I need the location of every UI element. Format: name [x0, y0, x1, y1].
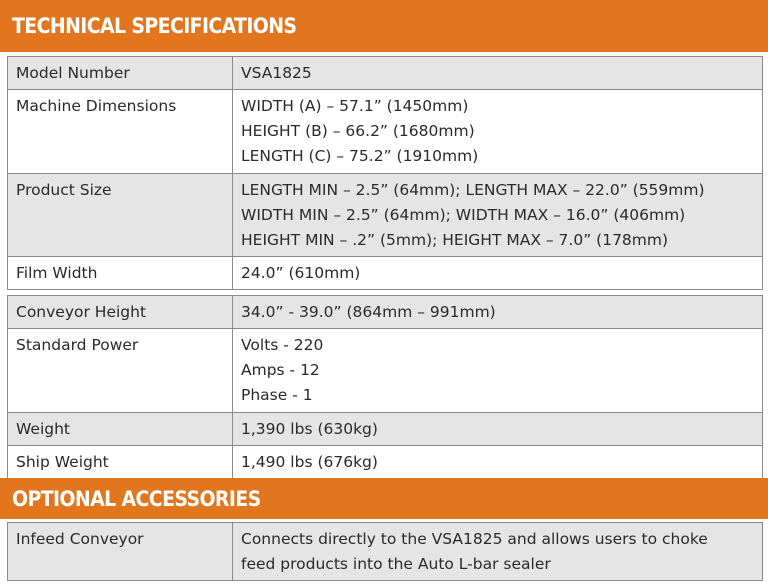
- accessory-description: [233, 523, 763, 581]
- spec-value: [233, 296, 763, 329]
- spec-value-line: Amps - 12: [241, 361, 320, 379]
- spec-value: [233, 257, 763, 290]
- optional-accessories-header: [0, 478, 768, 519]
- table-row: [8, 57, 763, 90]
- spec-value-line: LENGTH (C) – 75.2” (1910mm): [241, 147, 479, 165]
- spec-label: Standard Power: [8, 329, 233, 413]
- spec-label: Ship Weight: [8, 446, 233, 479]
- table-row: [8, 446, 763, 479]
- accessory-description-line: Connects directly to the VSA1825 and allows users to choke: [241, 530, 708, 548]
- spec-value: [233, 329, 763, 413]
- table-row: [8, 329, 763, 413]
- spec-value-line: Phase - 1: [241, 386, 313, 404]
- spec-value-line: Volts - 220: [241, 336, 324, 354]
- spec-value: [233, 90, 763, 174]
- table-row: [8, 174, 763, 257]
- table-row: [8, 296, 763, 329]
- spec-value: [233, 57, 763, 90]
- spec-value-line: 1,390 lbs (630kg): [241, 420, 378, 438]
- accessory-label: Infeed Conveyor: [8, 523, 233, 581]
- specs-table-lower: [7, 295, 763, 479]
- spec-value-line: HEIGHT (B) – 66.2” (1680mm): [241, 122, 475, 140]
- table-row: [8, 257, 763, 290]
- spec-value: [233, 174, 763, 257]
- spec-value-line: WIDTH (A) – 57.1” (1450mm): [241, 97, 469, 115]
- spec-label: Film Width: [8, 257, 233, 290]
- spec-value-line: 24.0” (610mm): [241, 264, 361, 282]
- specs-table-upper: [7, 56, 763, 290]
- accessories-table: [7, 522, 763, 581]
- spec-value-line: WIDTH MIN – 2.5” (64mm); WIDTH MAX – 16.0” (406mm): [241, 206, 686, 224]
- spec-value-line: 34.0” - 39.0” (864mm – 991mm): [241, 303, 496, 321]
- spec-label: Machine Dimensions: [8, 90, 233, 174]
- table-row: [8, 523, 763, 581]
- spec-value: [233, 413, 763, 446]
- spec-value-line: 1,490 lbs (676kg): [241, 453, 378, 471]
- spec-label: Model Number: [8, 57, 233, 90]
- spec-label: Product Size: [8, 174, 233, 257]
- spec-label: Weight: [8, 413, 233, 446]
- section-title: OPTIONAL ACCESSORIES: [12, 486, 261, 511]
- spec-value-line: LENGTH MIN – 2.5” (64mm); LENGTH MAX – 22.0” (559mm): [241, 181, 705, 199]
- spec-value: [233, 446, 763, 479]
- accessory-description-line: feed products into the Auto L-bar sealer: [241, 555, 551, 573]
- section-title: TECHNICAL SPECIFICATIONS: [12, 14, 297, 38]
- spec-label: Conveyor Height: [8, 296, 233, 329]
- technical-specifications-header: [0, 0, 768, 52]
- table-row: [8, 413, 763, 446]
- table-row: [8, 90, 763, 174]
- spec-value-line: VSA1825: [241, 64, 312, 82]
- spec-value-line: HEIGHT MIN – .2” (5mm); HEIGHT MAX – 7.0” (178mm): [241, 231, 669, 249]
